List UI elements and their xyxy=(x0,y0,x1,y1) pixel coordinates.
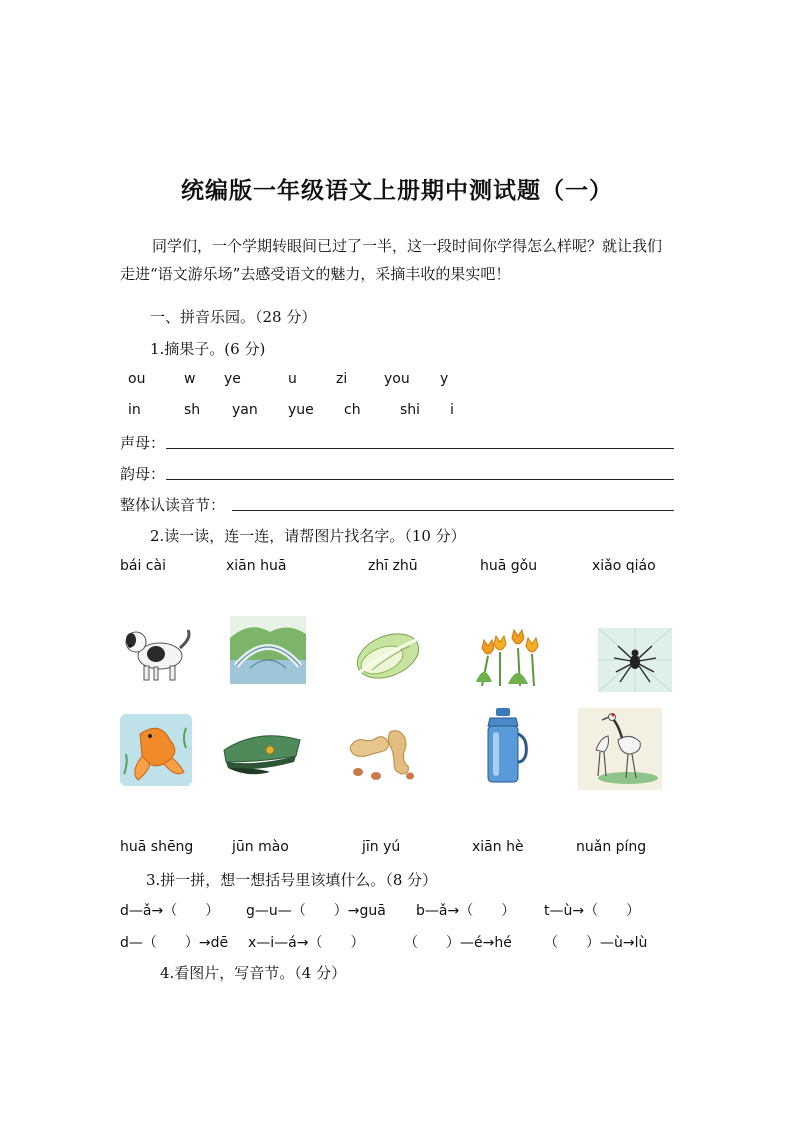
peanuts-picture xyxy=(344,726,420,782)
fruit-pinyin: ch xyxy=(344,402,361,418)
tulips-picture xyxy=(472,626,544,686)
top-pinyin-label: huā gǒu xyxy=(480,558,538,574)
goldfish-picture xyxy=(120,714,192,786)
crane-picture xyxy=(578,708,662,790)
top-pinyin-label: xiǎo qiáo xyxy=(592,558,656,574)
yunmu-label: 韵母： xyxy=(120,465,166,483)
fruit-pinyin: ye xyxy=(224,371,241,387)
q3-heading: 3.拼一拼，想一想括号里该填什么。（8 分） xyxy=(146,871,438,889)
fruit-pinyin: yan xyxy=(232,402,258,418)
yunmu-answer-line[interactable] xyxy=(166,479,674,480)
spelling-item[interactable]: g—u—（ ）→guā xyxy=(246,903,386,919)
q2-heading: 2.读一读，连一连，请帮图片找名字。（10 分） xyxy=(150,527,466,545)
army-cap-picture xyxy=(218,722,306,778)
fruit-pinyin: zi xyxy=(336,371,348,387)
spelling-item[interactable]: （ ）—é→hé xyxy=(404,935,512,951)
spelling-item[interactable]: t—ù→（ ） xyxy=(544,903,641,919)
fruit-pinyin: shi xyxy=(400,402,421,418)
top-pinyin-label: xiān huā xyxy=(226,558,287,574)
fruit-pinyin: you xyxy=(384,371,410,387)
spelling-item[interactable]: d—（ ）→dē xyxy=(120,935,229,951)
bottom-pinyin-label: nuǎn píng xyxy=(576,839,647,855)
bottom-pinyin-label: jīn yú xyxy=(362,839,401,855)
shengmu-label: 声母： xyxy=(120,434,166,452)
fruit-pinyin: ou xyxy=(128,371,146,387)
spelling-item[interactable]: d—ǎ→（ ） xyxy=(120,903,220,919)
spelling-item[interactable]: b—ǎ→（ ） xyxy=(416,903,516,919)
q4-heading: 4.看图片，写音节。（4 分） xyxy=(160,964,347,982)
intro-paragraph: 同学们，一个学期转眼间已过了一半，这一段时间你学得怎么样呢？就让我们走进“语文游乐场”去感受语文的魅力，采摘丰收的果实吧！ xyxy=(120,237,663,283)
fruit-pinyin: sh xyxy=(184,402,201,418)
cabbage-picture xyxy=(352,628,424,684)
zhengti-answer-line[interactable] xyxy=(232,510,674,511)
bottom-pinyin-label: jūn mào xyxy=(232,839,289,855)
section-1-heading: 一、拼音乐园。（28 分） xyxy=(150,308,317,326)
zhengti-label: 整体认读音节： xyxy=(120,496,226,514)
spider-picture xyxy=(598,628,672,692)
fruit-pinyin: in xyxy=(128,402,141,418)
fruit-pinyin: w xyxy=(184,371,196,387)
fruit-pinyin: yue xyxy=(288,402,314,418)
spelling-item[interactable]: x—i—á→（ ） xyxy=(248,935,365,951)
bottom-pinyin-label: huā shēng xyxy=(120,839,194,855)
dog-picture xyxy=(120,618,196,688)
shengmu-answer-line[interactable] xyxy=(166,448,674,449)
bottom-pinyin-label: xiān hè xyxy=(472,839,524,855)
bridge-picture xyxy=(230,616,306,684)
spelling-item[interactable]: （ ）—ù→lù xyxy=(544,935,648,951)
fruit-pinyin: u xyxy=(288,371,297,387)
fruit-pinyin: i xyxy=(450,402,454,418)
fruit-pinyin: y xyxy=(440,371,449,387)
page-title: 统编版一年级语文上册期中测试题（一） xyxy=(181,177,613,204)
q1-heading: 1.摘果子。(6 分) xyxy=(150,340,266,358)
thermos-picture xyxy=(480,706,530,786)
top-pinyin-label: zhī zhū xyxy=(368,558,418,574)
top-pinyin-label: bái cài xyxy=(120,558,166,574)
